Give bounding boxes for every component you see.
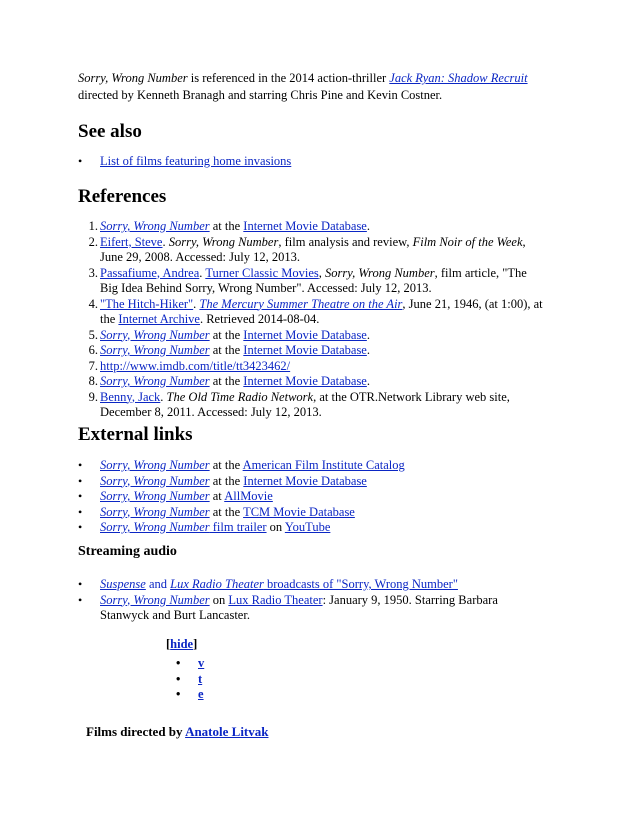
reference-item: 6. Sorry, Wrong Number at the Internet Movie Database.	[88, 343, 370, 357]
see-also-list	[100, 154, 291, 170]
edit-template-item	[198, 687, 204, 703]
lead-paragraph: Sorry, Wrong Number is referenced in the 2014 action-thriller Jack Ryan: Shadow Recruit directed by Kenneth Branagh and starring Chris Pine and Kevin Costner.	[78, 71, 528, 102]
reference-item: 3. Passafiume, Andrea. Turner Classic Movies, Sorry, Wrong Number, film article, "The Big Idea Behind Sorry, Wrong Number". Accessed: July 12, 2013.	[88, 265, 527, 295]
view-template-item	[198, 656, 204, 672]
hide-link[interactable]: hide	[170, 637, 194, 651]
navbox-vte	[198, 656, 204, 703]
references-heading: References	[78, 186, 167, 207]
list-item: • Sorry, Wrong Number at AllMovie	[100, 489, 600, 505]
list-item: • Sorry, Wrong Number at the Internet Movie Database	[100, 474, 600, 490]
list-item: • Sorry, Wrong Number at the TCM Movie Database	[100, 505, 600, 521]
reference-item: 1. Sorry, Wrong Number at the Internet Movie Database.	[88, 219, 370, 233]
reference-item: 4. "The Hitch-Hiker". The Mercury Summer Theatre on the Air, June 21, 1946, (at 1:00), at the Internet Archive. Retrieved 2014-08-04.	[88, 296, 543, 326]
talk-template-item	[198, 672, 204, 688]
external-links-list	[100, 458, 600, 536]
reference-item: 8. Sorry, Wrong Number at the Internet Movie Database.	[88, 374, 370, 388]
navbox-toggle: [hide]	[166, 637, 198, 651]
external-links-heading: External links	[78, 424, 193, 445]
streaming-audio-list	[100, 577, 600, 624]
navbox-title: Films directed by Anatole Litvak	[86, 724, 269, 739]
references-list	[88, 219, 600, 421]
jack-ryan-link[interactable]: Jack Ryan: Shadow Recruit	[389, 71, 528, 85]
streaming-audio-heading: Streaming audio	[78, 544, 177, 559]
list-item: • Sorry, Wrong Number at the American Film Institute Catalog	[100, 458, 600, 474]
reference-item: 2. Eifert, Steve. Sorry, Wrong Number, film analysis and review, Film Noir of the Week, June 29, 2008. Accessed: July 12, 2013.	[88, 234, 526, 264]
list-item: • Sorry, Wrong Number film trailer on YouTube	[100, 520, 600, 536]
reference-item: 7. http://www.imdb.com/title/tt3423462/	[88, 358, 291, 373]
edit-link[interactable]: e	[198, 687, 204, 701]
reference-item: 9. Benny, Jack. The Old Time Radio Network, at the OTR.Network Library web site, December 8, 2011. Accessed: July 12, 2013.	[88, 389, 510, 419]
view-link[interactable]: v	[198, 656, 205, 670]
reference-item: 5. Sorry, Wrong Number at the Internet Movie Database.	[88, 327, 370, 342]
home-invasion-films-link[interactable]: List of films featuring home invasions	[100, 154, 292, 168]
list-item: • Suspense and Lux Radio Theater broadcasts of "Sorry, Wrong Number"	[100, 577, 600, 593]
film-title: Sorry, Wrong Number	[78, 71, 188, 85]
see-also-heading: See also	[78, 121, 142, 142]
list-item: • Sorry, Wrong Number on Lux Radio Theater: January 9, 1950. Starring Barbara Stanwyck and Burt Lancaster.	[100, 593, 600, 624]
talk-link[interactable]: t	[198, 671, 203, 686]
list-item	[100, 154, 291, 170]
director-link[interactable]: Anatole Litvak	[185, 724, 269, 739]
